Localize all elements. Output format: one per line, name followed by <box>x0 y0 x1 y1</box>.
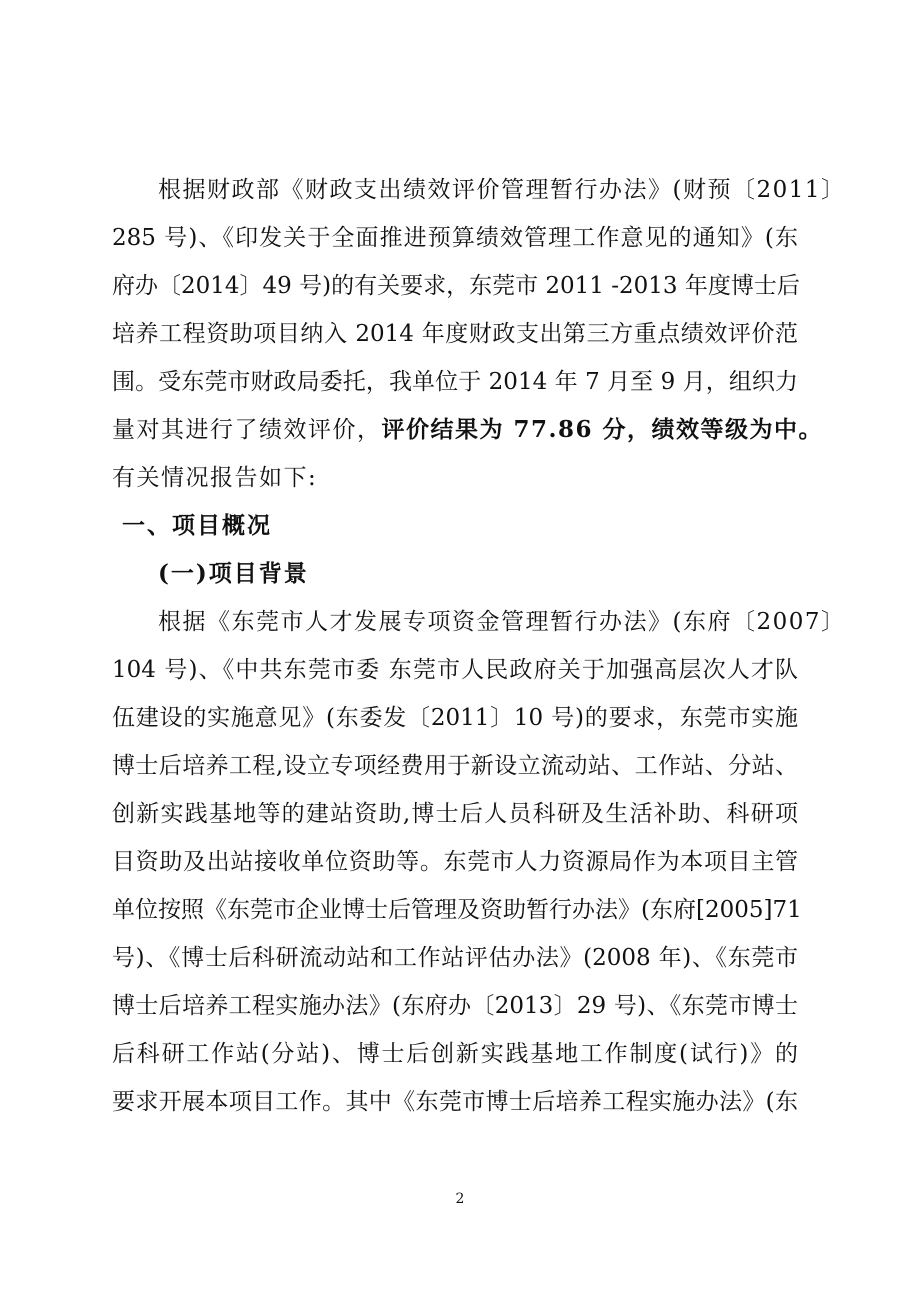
paragraph1-line5: 围。受东莞市财政局委托，我单位于 2014 年 7 月至 9 月，组织力 <box>112 369 798 395</box>
paragraph1-line7: 有关情况报告如下: <box>112 465 318 491</box>
paragraph1-line2: 285 号)、《印发关于全面推进预算绩效管理工作意见的通知》(东 <box>112 225 798 251</box>
page-number: 2 <box>455 1191 465 1207</box>
section-heading-project-overview: 一、项目概况 <box>122 512 272 539</box>
evaluation-result: 评价结果为 77.86 分，绩效等级为中。 <box>381 416 824 443</box>
paragraph2-line2: 104 号)、《中共东莞市委 东莞市人民政府关于加强高层次人才队 <box>112 657 798 683</box>
paragraph2-line6: 目资助及出站接收单位资助等。东莞市人力资源局作为本项目主管 <box>112 849 798 875</box>
paragraph1-line6-normal: 量对其进行了绩效评价， <box>112 417 382 443</box>
paragraph2-line10: 后科研工作站(分站)、博士后创新实践基地工作制度(试行)》的 <box>112 1041 798 1067</box>
paragraph2-line1: 根据《东莞市人才发展专项资金管理暂行办法》(东府〔2007〕 <box>158 609 846 635</box>
paragraph2-line7: 单位按照《东莞市企业博士后管理及资助暂行办法》(东府[2005]71 <box>112 897 802 923</box>
subsection-heading-project-background: (一)项目背景 <box>158 560 309 587</box>
paragraph2-line8: 号)、《博士后科研流动站和工作站评估办法》(2008 年)、《东莞市 <box>112 945 798 971</box>
paragraph1-line6 <box>112 414 823 446</box>
paragraph2-line11: 要求开展本项目工作。其中《东莞市博士后培养工程实施办法》(东 <box>112 1089 798 1115</box>
paragraph1-line4: 培养工程资助项目纳入 2014 年度财政支出第三方重点绩效评价范 <box>112 321 798 347</box>
paragraph1-line3: 府办〔2014〕49 号)的有关要求，东莞市 2011 -2013 年度博士后 <box>112 273 800 299</box>
paragraph2-line4: 博士后培养工程,设立专项经费用于新设立流动站、工作站、分站、 <box>112 753 798 779</box>
paragraph2-line3: 伍建设的实施意见》(东委发〔2011〕10 号)的要求，东莞市实施 <box>112 705 798 731</box>
paragraph1-line1: 根据财政部《财政支出绩效评价管理暂行办法》(财预〔2011〕 <box>158 177 846 203</box>
paragraph2-line5: 创新实践基地等的建站资助,博士后人员科研及生活补助、科研项 <box>112 801 798 827</box>
paragraph2-line9: 博士后培养工程实施办法》(东府办〔2013〕29 号)、《东莞市博士 <box>112 993 798 1019</box>
